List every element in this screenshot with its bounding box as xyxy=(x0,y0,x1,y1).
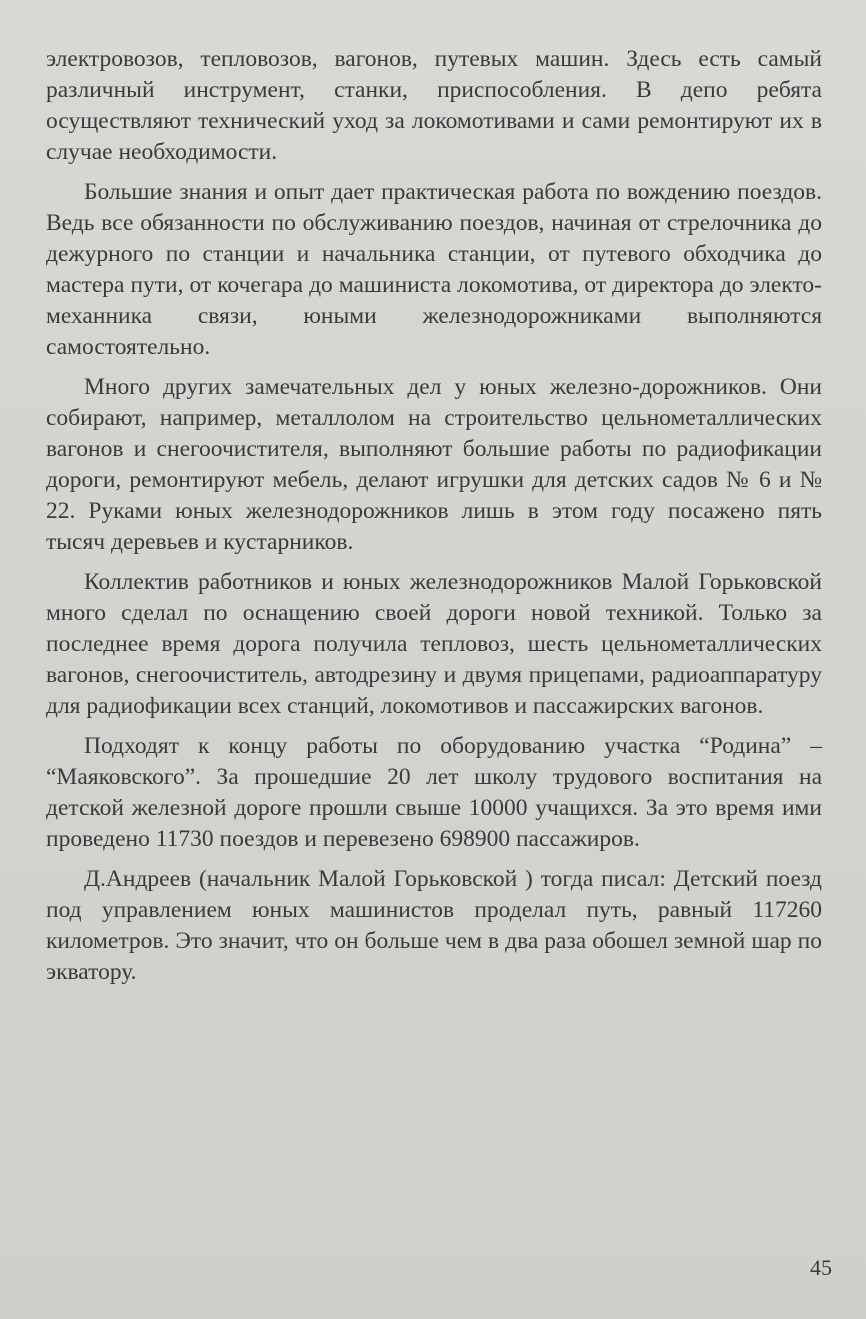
page-number: 45 xyxy=(810,1255,832,1280)
paragraph-collective: Коллектив работников и юных железнодорожников Малой Горьковской много сделал по оснащению своей дороги новой техникой. Только за последнее время дорога получила тепловоз, шесть цельнометаллических вагонов, снегоочиститель, автодрезину и двумя прицепами, радиоаппаратуру для радиофикации всех станций, локомотивов и пассажирских вагонов. xyxy=(46,569,822,719)
paragraph-andreev-quote: Д.Андреев (начальник Малой Горьковской ) тогда писал: Детский поезд под управлением юных машинистов проделал путь, равный 117260 километров. Это значит, что он больше чем в два раза обошел земной шар по экватору. xyxy=(46,866,822,985)
paragraph-rodina-section: Подходят к концу работы по оборудованию участка “Родина” – “Маяковского”. За прошедшие 20 лет школу трудового воспитания на детской железной дороге прошли свыше 10000 учащихся. За это время ими проведено 11730 поездов и перевезено 698900 пассажиров. xyxy=(46,733,822,852)
paragraph-continuation: электровозов, тепловозов, вагонов, путевых машин. Здесь есть самый различный инструмент, станки, приспособления. В депо ребята осуществляют технический уход за локомотивами и сами ремонтируют их в случае необходимости. xyxy=(46,46,822,165)
paragraph-train-driving: Большие знания и опыт дает практическая работа по вождению поездов. Ведь все обязанности по обслуживанию поездов, начиная от стрелочника до дежурного по станции и начальника станции, от путевого обходчика до мастера пути, от кочегара до машиниста локомотива, от директора до электо-механника связи, юными железнодорожниками выполняются самостоятельно. xyxy=(46,179,822,360)
paragraph-other-activities: Много других замечательных дел у юных железно-дорожников. Они собирают, например, металлолом на строительство цельнометаллических вагонов и снегоочистителя, выполняют большие работы по радиофикации дороги, ремонтируют мебель, делают игрушки для детских садов № 6 и № 22. Руками юных железнодорожников лишь в этом году посажено пять тысяч деревьев и кустарников. xyxy=(46,374,822,555)
